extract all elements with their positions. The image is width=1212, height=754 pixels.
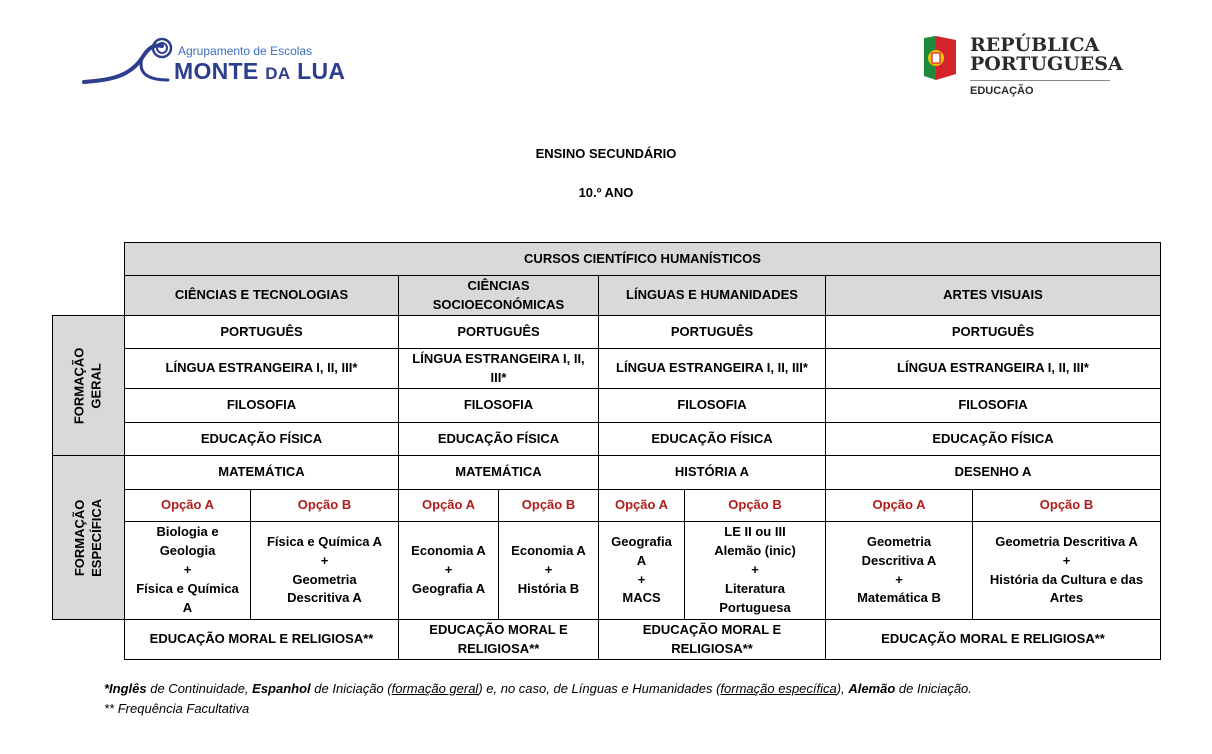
table-cell: PORTUGUÊS bbox=[398, 315, 599, 349]
table-cell: EDUCAÇÃO MORAL E RELIGIOSA** bbox=[598, 619, 826, 660]
table-cell: LÍNGUA ESTRANGEIRA I, II, III* bbox=[825, 348, 1161, 389]
option-b-header: Opção B bbox=[972, 489, 1161, 522]
table-cell: MATEMÁTICA bbox=[398, 455, 599, 490]
option-b-header: Opção B bbox=[684, 489, 826, 522]
option-a-header: Opção A bbox=[598, 489, 685, 522]
option-b-header: Opção B bbox=[250, 489, 399, 522]
table-cell: EDUCAÇÃO MORAL E RELIGIOSA** bbox=[124, 619, 399, 660]
table-title: CURSOS CIENTÍFICO HUMANÍSTICOS bbox=[124, 242, 1161, 276]
table-cell: EDUCAÇÃO FÍSICA bbox=[598, 422, 826, 456]
option-cell: Economia A + Geografia A bbox=[398, 521, 499, 620]
option-cell: Biologia e Geologia + Física e Química A bbox=[124, 521, 251, 620]
republica-line1: REPÚBLICA bbox=[970, 34, 1100, 56]
table-cell: PORTUGUÊS bbox=[124, 315, 399, 349]
option-cell: LE II ou III Alemão (inic) + Literatura Portuguesa bbox=[684, 521, 826, 620]
option-b-header: Opção B bbox=[498, 489, 599, 522]
table-cell: MATEMÁTICA bbox=[124, 455, 399, 490]
table-cell: EDUCAÇÃO FÍSICA bbox=[398, 422, 599, 456]
level-heading: ENSINO SECUNDÁRIO bbox=[535, 146, 677, 161]
table-cell: EDUCAÇÃO MORAL E RELIGIOSA** bbox=[398, 619, 599, 660]
table-cell: EDUCAÇÃO MORAL E RELIGIOSA** bbox=[825, 619, 1161, 660]
footnote-1: *Inglês de Continuidade, Espanhol de Iniciação (formação geral) e, no caso, de Línguas e Humanidades (formação específica), Alemão de Iniciação. bbox=[104, 681, 972, 696]
option-cell: Geografia A + MACS bbox=[598, 521, 685, 620]
formacao-especifica-label: FORMAÇÃO ESPECÍFICA bbox=[52, 455, 125, 620]
table-cell: EDUCAÇÃO FÍSICA bbox=[124, 422, 399, 456]
option-cell: Física e Química A + Geometria Descritiva A bbox=[250, 521, 399, 620]
table-cell: HISTÓRIA A bbox=[598, 455, 826, 490]
footnote-2: ** Frequência Facultativa bbox=[104, 701, 250, 716]
option-cell: Geometria Descritiva A + História da Cultura e das Artes bbox=[972, 521, 1161, 620]
table-cell: FILOSOFIA bbox=[825, 388, 1161, 423]
year-heading: 10.º ANO bbox=[578, 185, 634, 200]
table-cell: PORTUGUÊS bbox=[825, 315, 1161, 349]
table-cell: LÍNGUA ESTRANGEIRA I, II, III* bbox=[598, 348, 826, 389]
option-cell: Economia A + História B bbox=[498, 521, 599, 620]
option-cell: Geometria Descritiva A + Matemática B bbox=[825, 521, 973, 620]
option-a-header: Opção A bbox=[398, 489, 499, 522]
table-cell: LÍNGUA ESTRANGEIRA I, II, III* bbox=[398, 348, 599, 389]
republica-sub: EDUCAÇÃO bbox=[970, 85, 1034, 97]
course-header: CIÊNCIAS SOCIOECONÓMICAS bbox=[398, 275, 599, 316]
republica-line2: PORTUGUESA bbox=[970, 53, 1123, 75]
course-header: LÍNGUAS E HUMANIDADES bbox=[598, 275, 826, 316]
portugal-flag-icon bbox=[920, 34, 960, 82]
course-header: CIÊNCIAS E TECNOLOGIAS bbox=[124, 275, 399, 316]
option-a-header: Opção A bbox=[825, 489, 973, 522]
table-cell: FILOSOFIA bbox=[398, 388, 599, 423]
table-cell: PORTUGUÊS bbox=[598, 315, 826, 349]
school-logo bbox=[82, 36, 382, 92]
school-logo-name: MONTE DA LUA bbox=[174, 58, 346, 84]
course-header: ARTES VISUAIS bbox=[825, 275, 1161, 316]
table-cell: FILOSOFIA bbox=[598, 388, 826, 423]
school-logo-line1: Agrupamento de Escolas bbox=[178, 44, 313, 58]
republica-logo bbox=[920, 34, 1123, 100]
republica-divider bbox=[970, 80, 1110, 81]
table-cell: EDUCAÇÃO FÍSICA bbox=[825, 422, 1161, 456]
option-a-header: Opção A bbox=[124, 489, 251, 522]
table-cell: FILOSOFIA bbox=[124, 388, 399, 423]
table-cell: DESENHO A bbox=[825, 455, 1161, 490]
table-cell: LÍNGUA ESTRANGEIRA I, II, III* bbox=[124, 348, 399, 389]
formacao-geral-label: FORMAÇÃO GERAL bbox=[52, 315, 125, 456]
